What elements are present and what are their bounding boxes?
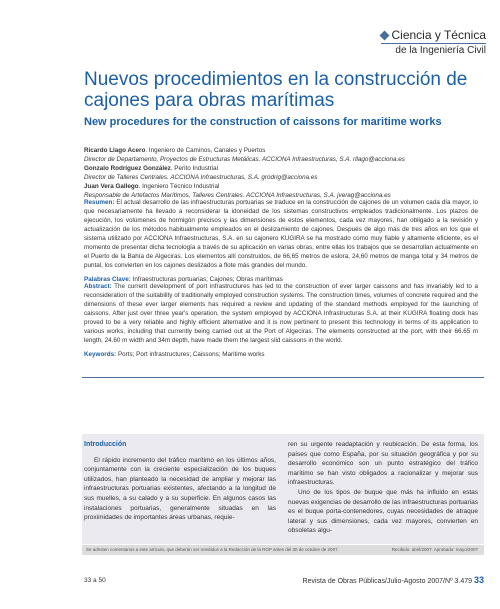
body-column-right xyxy=(288,440,478,536)
author-affiliation: Director de Departamento, Proyectos de Estructuras Metálicas. ACCIONA Infraestructuras, S.A. rllago@acciona.es xyxy=(84,156,405,163)
received-note: Recibido: abril/2007. Aprobado: mayo/2007 xyxy=(391,547,478,552)
author-entry: Ricardo Llago Acero. Ingeniero de Caminos, Canales y Puertos xyxy=(84,147,266,154)
submission-note xyxy=(82,545,484,555)
diamond-icon xyxy=(379,30,389,40)
article-title: Nuevos procedimientos en la construcción de cajones para obras marítimas xyxy=(84,69,468,111)
authors-block xyxy=(84,146,484,200)
author-entry: Gonzalo Rodríguez González. Perito Industrial xyxy=(84,165,219,172)
abstract-text: Abstract: The current development of port infrastructures has led to the construction of ever larger caissons and has invariably led to a reconsideration of the suitability of traditionally employed construction systems. The construction times, volumes of concrete required and the dimensions of these ever larger elements has required a review and updating of the standard methods employed for the launching of caissons. After just over three year's operation, the system employed by ACCIONA Infrastructuras S.A. at their KUGIRA floating dock has proved to be a very reliable and highly efficient alternative and it is now pertinent to present this technology in terms of its application to various works, including that currently being carried out at the Port of Algeciras. The elements constructed at the port, with their 66.65 m length, 24.60 m width and 34m depth, have made them the largest slid caissons in the world. xyxy=(84,283,478,344)
resumen-text: Resumen: El actual desarrollo de las infraestructuras portuarias se traduce en la construcción de cajones de un volumen cada día mayor, lo que necesariamente ha llevado a reconsiderar la idoneidad de los sistemas constructivos empleados tradicionalmente. Los plazos de ejecución, los volúmenes de hormigón precisos y las dimensiones de estos elementos, cada vez mayores, han obligado a la revisión y actualización de los métodos habitualmente empleados en el deslizamiento de cajones. Después de algo más de tres años en los que el sistema utilizado por ACCIONA Infraestructuras, S.A. en su cajonero KUGIRA se ha mostrado como muy fiable y altamente eficiente, es el momento de presentar dicha tecnología a través de su aplicación en varias obras, entre ellas los trabajos que se desarrollan actualmente en el Puerto de la Bahía de Algeciras. Los elementos allí construidos, de 66,65 metros de eslora, 24,60 metros de manga total y 34 metros de puntal, los convierten en los cajones deslizados a flote más grandes del mundo. xyxy=(84,199,478,269)
section-name: Ciencia y Técnica xyxy=(391,28,486,42)
author-entry: Juan Vera Gallego. Ingeniero Técnico Industrial xyxy=(84,183,220,190)
keywords: Keywords: Ports; Port infrastructures; Caissons; Maritime works xyxy=(84,351,265,358)
journal-section-header xyxy=(381,28,487,56)
author-affiliation: Responsable de Artefactos Marítimos, Talleres Centrales. ACCIONA Infraestructuras, S.A. jverag@acciona.es xyxy=(84,192,391,199)
author-affiliation: Director de Talleres Centrales. ACCIONA Infraestructuras, S.A. grodrig@acciona.es xyxy=(84,174,318,181)
abstract-block xyxy=(84,282,478,359)
section-divider xyxy=(82,377,484,378)
body-paragraph: Uno de los tipos de buque que más ha influido en estas nuevas exigencias de desarrollo de las infraestructuras portuarias es el buque porta-contenedores, cuyas necesidades de atraque lateral y sus dimensiones, cada vez mayores, convierten en obsoletas algu- xyxy=(288,488,478,535)
comments-note: Se admiten comentarios a este artículo, que deberán ser remitidos a la Redacción de la ROP antes del 30 de octubre de 2007. xyxy=(86,547,339,552)
body-column-left xyxy=(84,440,276,523)
page-number: 33 xyxy=(473,575,484,585)
palabras-clave: Palabras Clave: Infraestructuras portuarias; Cajones; Obras marítimas xyxy=(84,276,283,283)
body-paragraph: ren su urgente readaptación y reubicación. De esta forma, los países que como España, por su situación geográfica y por su desarrollo económico son un punto estratégico del tráfico marítimo se han visto obligados a racionalizar y mejorar sus infraestructuras. xyxy=(288,441,478,487)
section-heading: Introducción xyxy=(84,441,127,448)
journal-footer: Revista de Obras Públicas/Julio-Agosto 2007/Nº 3.479 33 xyxy=(302,575,484,585)
subsection-name: de la Ingeniería Civil xyxy=(381,43,487,56)
body-paragraph: El rápido incremento del tráfico marítimo en los últimos años, conjuntamente con la creciente especialización de los buques utilizados, han planteado la necesidad de ampliar y mejorar las infraestructuras portuarias existentes, afectando a la longitud de sus muelles, a su calado y a su superficie. En algunos casos las instalaciones portuarias, generalmente situadas en las proximidades de importantes áreas urbanas, requie- xyxy=(84,456,276,522)
article-subtitle: New procedures for the construction of caissons for maritime works xyxy=(84,116,442,128)
resumen-block xyxy=(84,198,478,284)
page-range: 33 a 50 xyxy=(84,577,106,584)
